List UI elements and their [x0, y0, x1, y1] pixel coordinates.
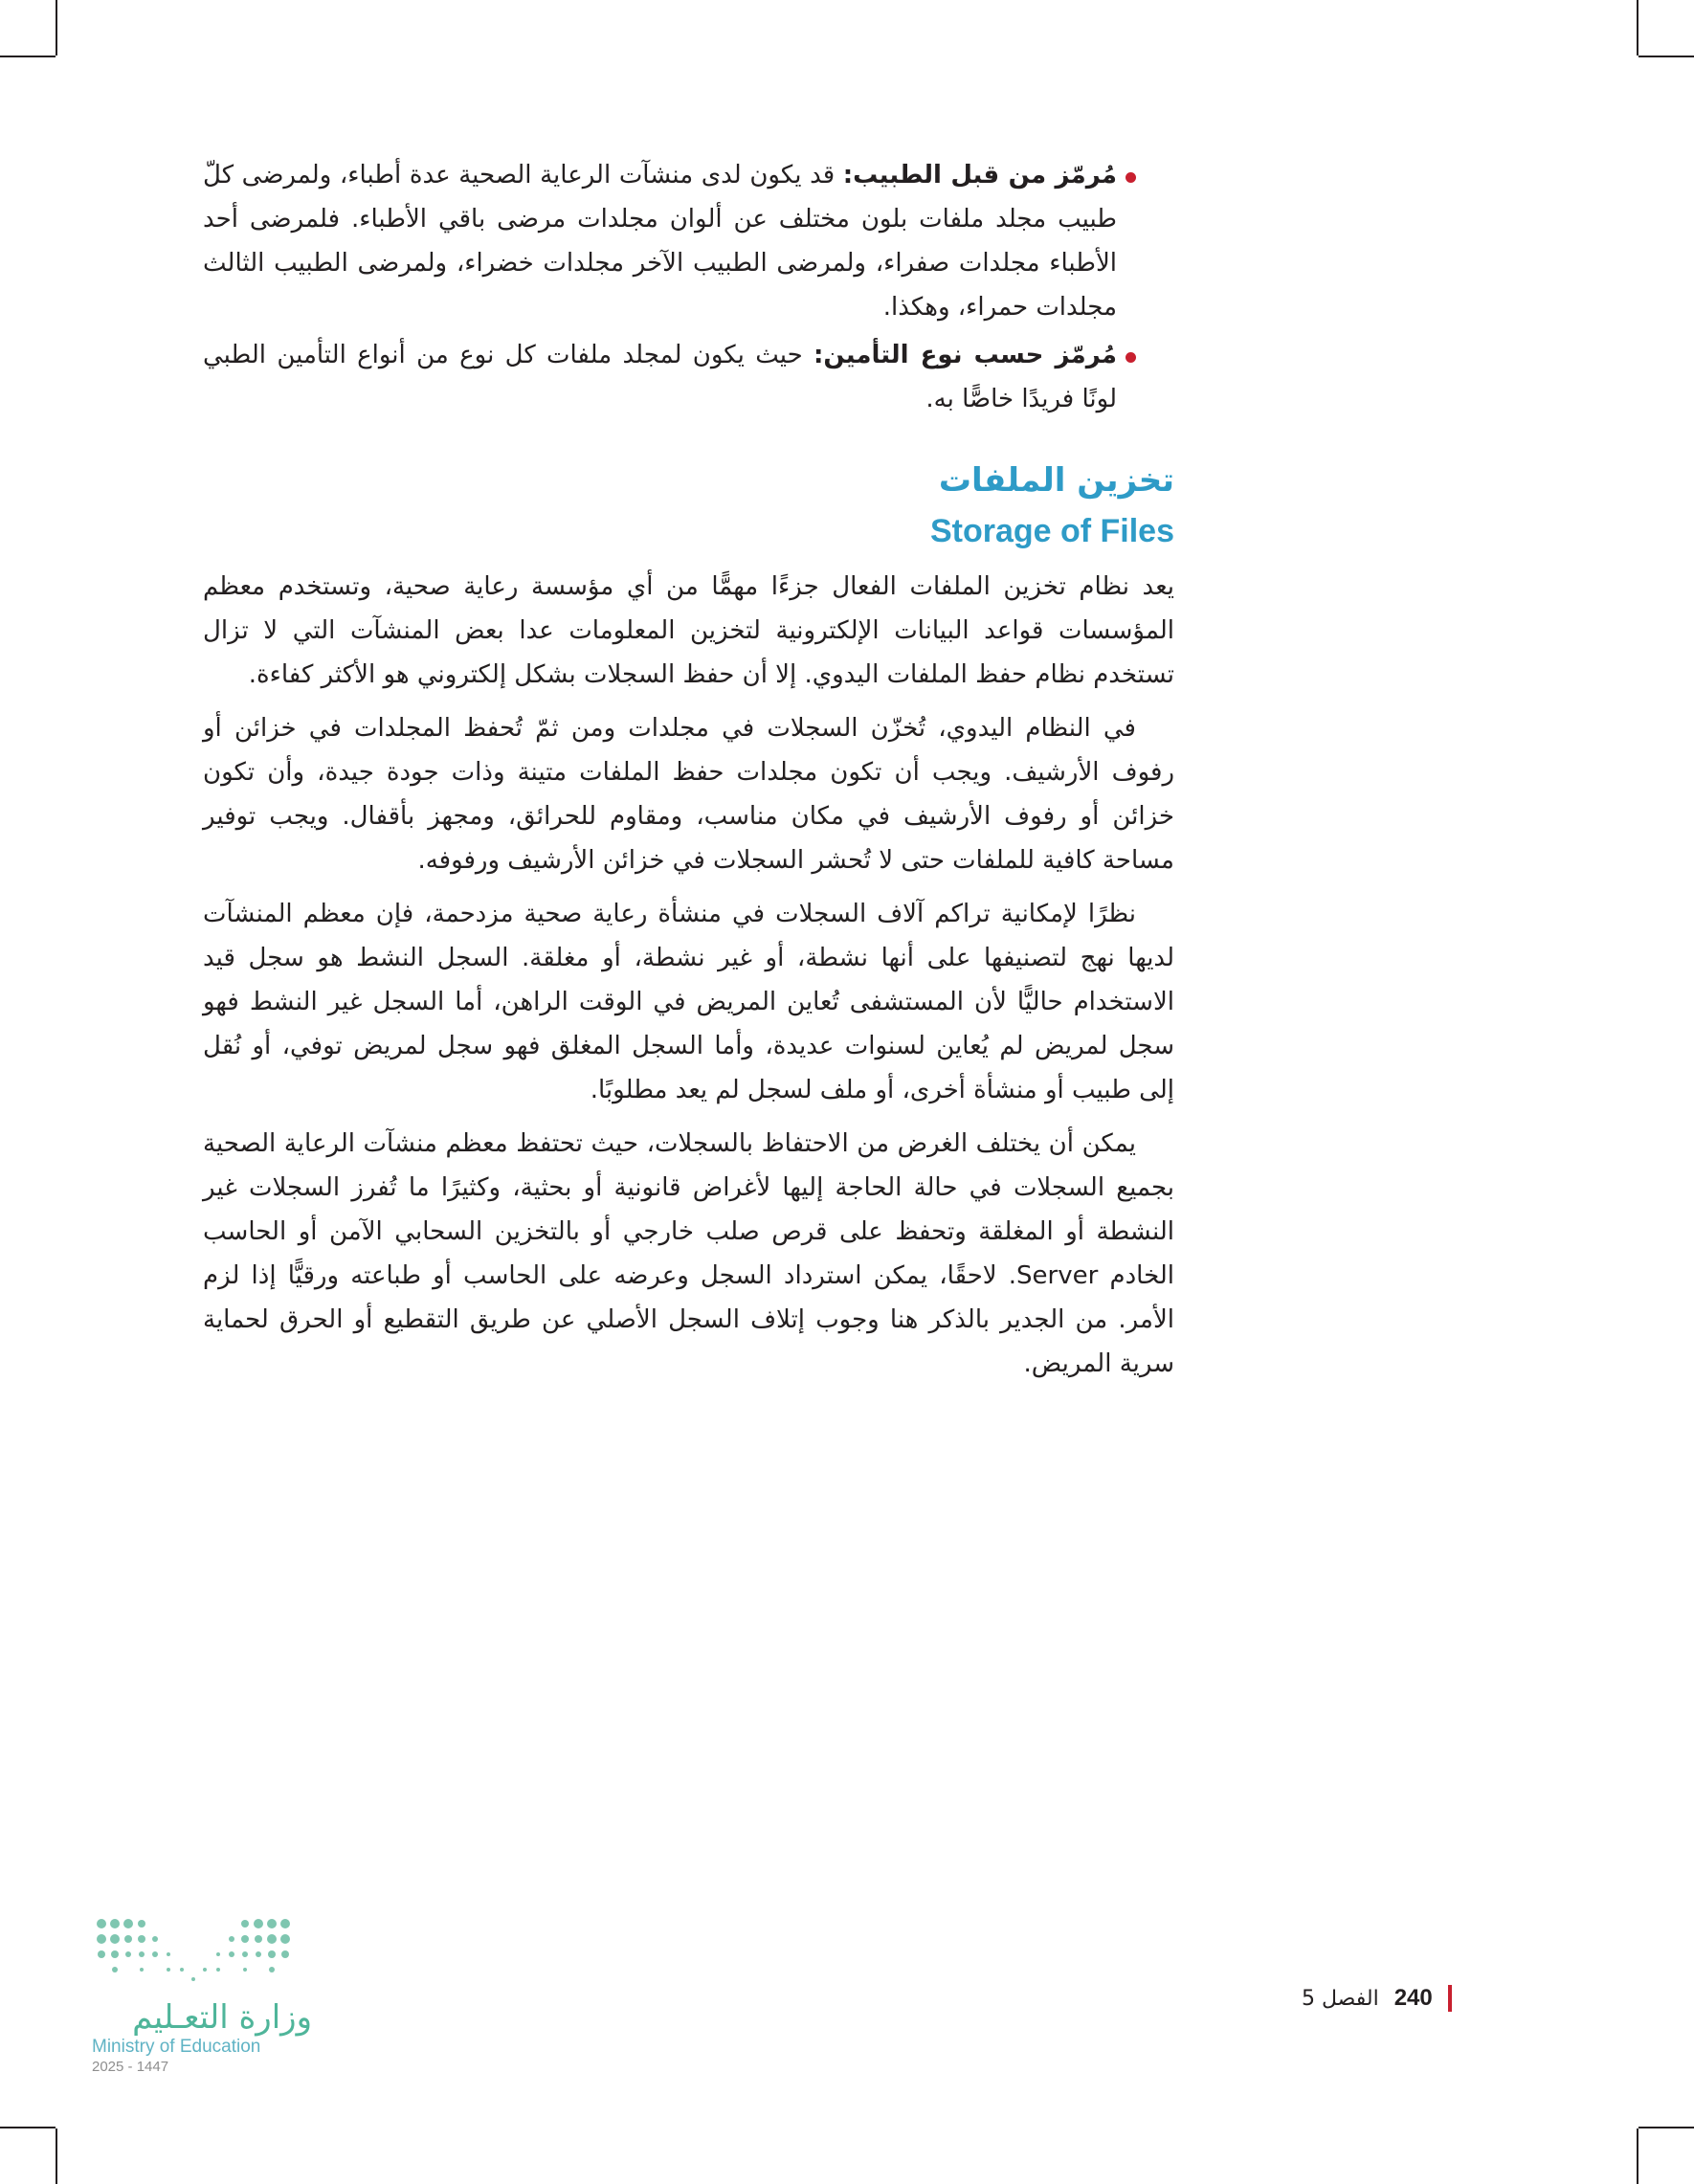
- crop-mark-bottom-left-h: [0, 2127, 56, 2128]
- bullet-item-doctor: [203, 153, 1174, 329]
- crop-mark-bottom-right-h: [1638, 2127, 1694, 2128]
- page-number: 240: [1393, 1985, 1433, 2011]
- paragraph: نظرًا لإمكانية تراكم آلاف السجلات في منشأة رعاية صحية مزدحمة، فإن معظم المنشآت لديها نهج لتصنيفها على أنها نشطة، أو غير نشطة، أو مغلقة. السجل النشط هو سجل قيد الاستخدام حاليًّا لأن المستشفى تُعاين المريض في الوقت الراهن، أما السجل غير النشط فهو سجل لمريض لم يُعاين لسنوات عديدة، وأما السجل المغلق فهو سجل لمريض توفي، أو نُقل إلى طبيب أو منشأة أخرى، أو ملف لسجل لم يعد مطلوبًا.: [203, 900, 1174, 1104]
- bullet-text: قد يكون لدى منشآت الرعاية الصحية عدة أطباء، ولمرضى كلّ طبيب مجلد ملفات بلون مختلف عن ألوان مجلدات مرضى باقي الأطباء. فلمرضى أحد الأطباء مجلدات صفراء، ولمرضى الطبيب الآخر مجلدات خضراء، ولمرضى الطبيب الثالث مجلدات حمراء، وهكذا.: [203, 161, 1117, 322]
- section-heading: [203, 456, 1174, 557]
- crop-mark-top-left-v: [56, 0, 57, 56]
- bullet-item-insurance: [203, 333, 1174, 421]
- page-content: [203, 153, 1174, 1395]
- bullet-dot-icon: [1126, 352, 1136, 363]
- bullet-term: مُرمّز من قبل الطبيب:: [842, 161, 1118, 189]
- bullet-list: [203, 153, 1174, 421]
- page-footer: [1302, 1985, 1452, 2012]
- logo-name-english: Ministry of Education: [92, 2037, 261, 2057]
- logo-dots-icon: [92, 1916, 302, 1985]
- section-title-english: Storage of Files: [929, 513, 1174, 549]
- logo-year: 2025 - 1447: [92, 2059, 169, 2075]
- bullet-dot-icon: [1126, 172, 1136, 183]
- crop-mark-bottom-right-v: [1637, 2128, 1638, 2184]
- logo-name-arabic: وزارة التعـليم: [132, 1998, 312, 2037]
- crop-mark-top-right-v: [1637, 0, 1638, 56]
- chapter-label: الفصل 5: [1302, 1986, 1379, 2011]
- paragraph: يمكن أن يختلف الغرض من الاحتفاظ بالسجلات، حيث تحتفظ معظم منشآت الرعاية الصحية بجميع السجلات في حالة الحاجة إليها لأغراض قانونية أو بحثية، وكثيرًا ما تُفرز السجلات غير النشطة أو المغلقة وتحفظ على قرص صلب خارجي أو بالتخزين السحابي الآمن أو الحاسب الخادم Server. لاحقًا، يمكن استرداد السجل وعرضه على الحاسب أو طباعته ورقيًّا إذا لزم الأمر. من الجدير بالذكر هنا وجوب إتلاف السجل الأصلي عن طريق التقطيع أو الحرق لحماية سرية المريض.: [203, 1129, 1175, 1378]
- crop-mark-top-left-h: [0, 56, 56, 57]
- bullet-term: مُرمّز حسب نوع التأمين:: [814, 341, 1117, 369]
- paragraph: في النظام اليدوي، تُخزّن السجلات في مجلدات ومن ثمّ تُحفظ المجلدات في خزائن أو رفوف الأرشيف. ويجب أن تكون مجلدات حفظ الملفات متينة وذات جودة جيدة، وأن تكون خزائن أو رفوف الأرشيف في مكان مناسب، ومقاوم للحرائق، ومجهز بأقفال. ويجب توفير مساحة كافية للملفات حتى لا تُحشر السجلات في خزائن الأرشيف ورفوفه.: [203, 714, 1174, 875]
- paragraph: يعد نظام تخزين الملفات الفعال جزءًا مهمًّا من أي مؤسسة رعاية صحية، وتستخدم معظم المؤسسات قواعد البيانات الإلكترونية لتخزين المعلومات عدا بعض المنشآت التي لا تزال تستخدم نظام حفظ الملفات اليدوي. إلا أن حفظ السجلات بشكل إلكتروني هو الأكثر كفاءة.: [203, 572, 1174, 689]
- footer-accent-bar: [1448, 1985, 1452, 2012]
- crop-mark-top-right-h: [1638, 56, 1694, 57]
- section-title-arabic: تخزين الملفات: [938, 461, 1174, 500]
- bullet-text: حيث يكون لمجلد ملفات كل نوع من أنواع التأمين الطبي لونًا فريدًا خاصًّا به.: [203, 341, 1117, 413]
- ministry-logo: [92, 1916, 312, 2077]
- crop-mark-bottom-left-v: [56, 2128, 57, 2184]
